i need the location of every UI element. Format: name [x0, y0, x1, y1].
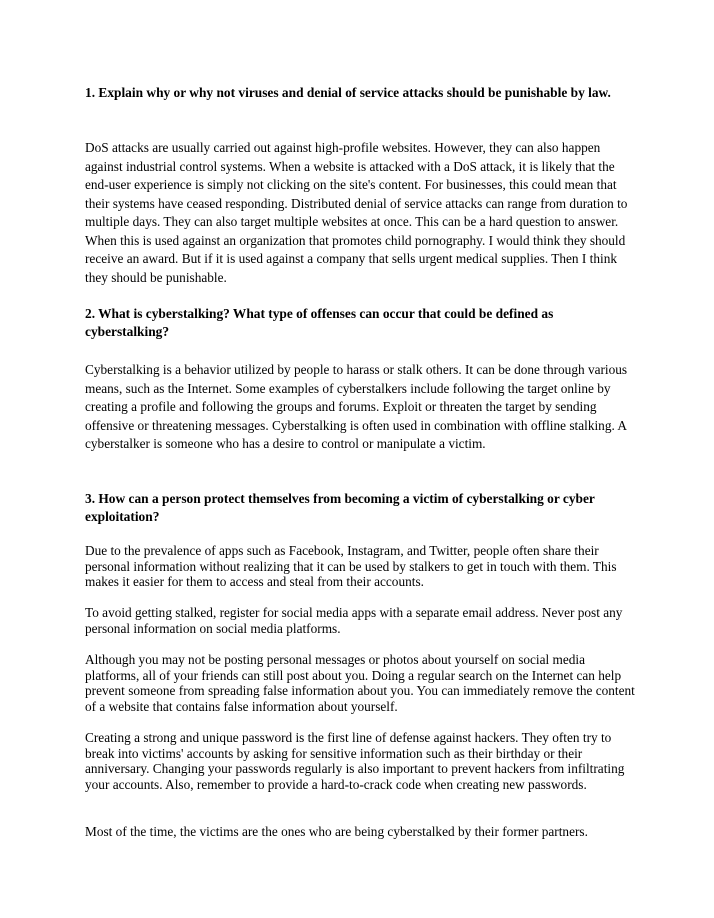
- question-3-paragraph-2: To avoid getting stalked, register for social media apps with a separate email address. Never post any personal information on social media platforms.: [85, 605, 623, 636]
- question-3-paragraph-3: Although you may not be posting personal messages or photos about yourself on social media platforms, all of your friends can still post about you. Doing a regular search on the Internet can help prevent someone from spreading false information about you. You can immediately remove the content of a website that contains false information about yourself.: [85, 652, 635, 715]
- question-1-answer: DoS attacks are usually carried out against high-profile websites. However, they can also happen against industrial control systems. When a website is attacked with a DoS attack, it is likely that the end-user experience is simply not clicking on the site's content. For businesses, this could mean that their systems have ceased responding. Distributed denial of service attacks can range from duration to multiple days. They can also target multiple websites at once. This can be a hard question to answer. When this is used against an organization that promotes child pornography. I would think they should receive an award. But if it is used against a company that sells urgent medical supplies. Then I think they should be punishable.: [85, 140, 628, 285]
- question-3-paragraph-5: Most of the time, the victims are the ones who are being cyberstalked by their former partners.: [85, 824, 588, 839]
- question-2-heading: 2. What is cyberstalking? What type of offenses can occur that could be defined as cyberstalking?: [85, 306, 554, 339]
- question-3-paragraph-1: Due to the prevalence of apps such as Facebook, Instagram, and Twitter, people often share their personal information without realizing that it can be used by stalkers to get in touch with them. This makes it easier for them to access and steal from their accounts.: [85, 543, 617, 590]
- question-3-heading: 3. How can a person protect themselves from becoming a victim of cyberstalking or cyber exploitation?: [85, 491, 595, 524]
- question-2-answer: Cyberstalking is a behavior utilized by people to harass or stalk others. It can be done through various means, such as the Internet. Some examples of cyberstalkers include following the target online by creating a profile and following the groups and forums. Exploit or threaten the target by sending offensive or threatening messages. Cyberstalking is often used in combination with offline stalking. A cyberstalker is someone who has a desire to control or manipulate a victim.: [85, 362, 628, 451]
- question-3-paragraph-4: Creating a strong and unique password is the first line of defense against hackers. They often try to break into victims' accounts by asking for sensitive information such as their birthday or their anniversary. Changing your passwords regularly is also important to prevent hackers from infiltrating your accounts. Also, remember to provide a hard-to-crack code when creating new passwords.: [85, 730, 625, 793]
- question-1-heading: 1. Explain why or why not viruses and denial of service attacks should be punishable by law.: [85, 85, 611, 100]
